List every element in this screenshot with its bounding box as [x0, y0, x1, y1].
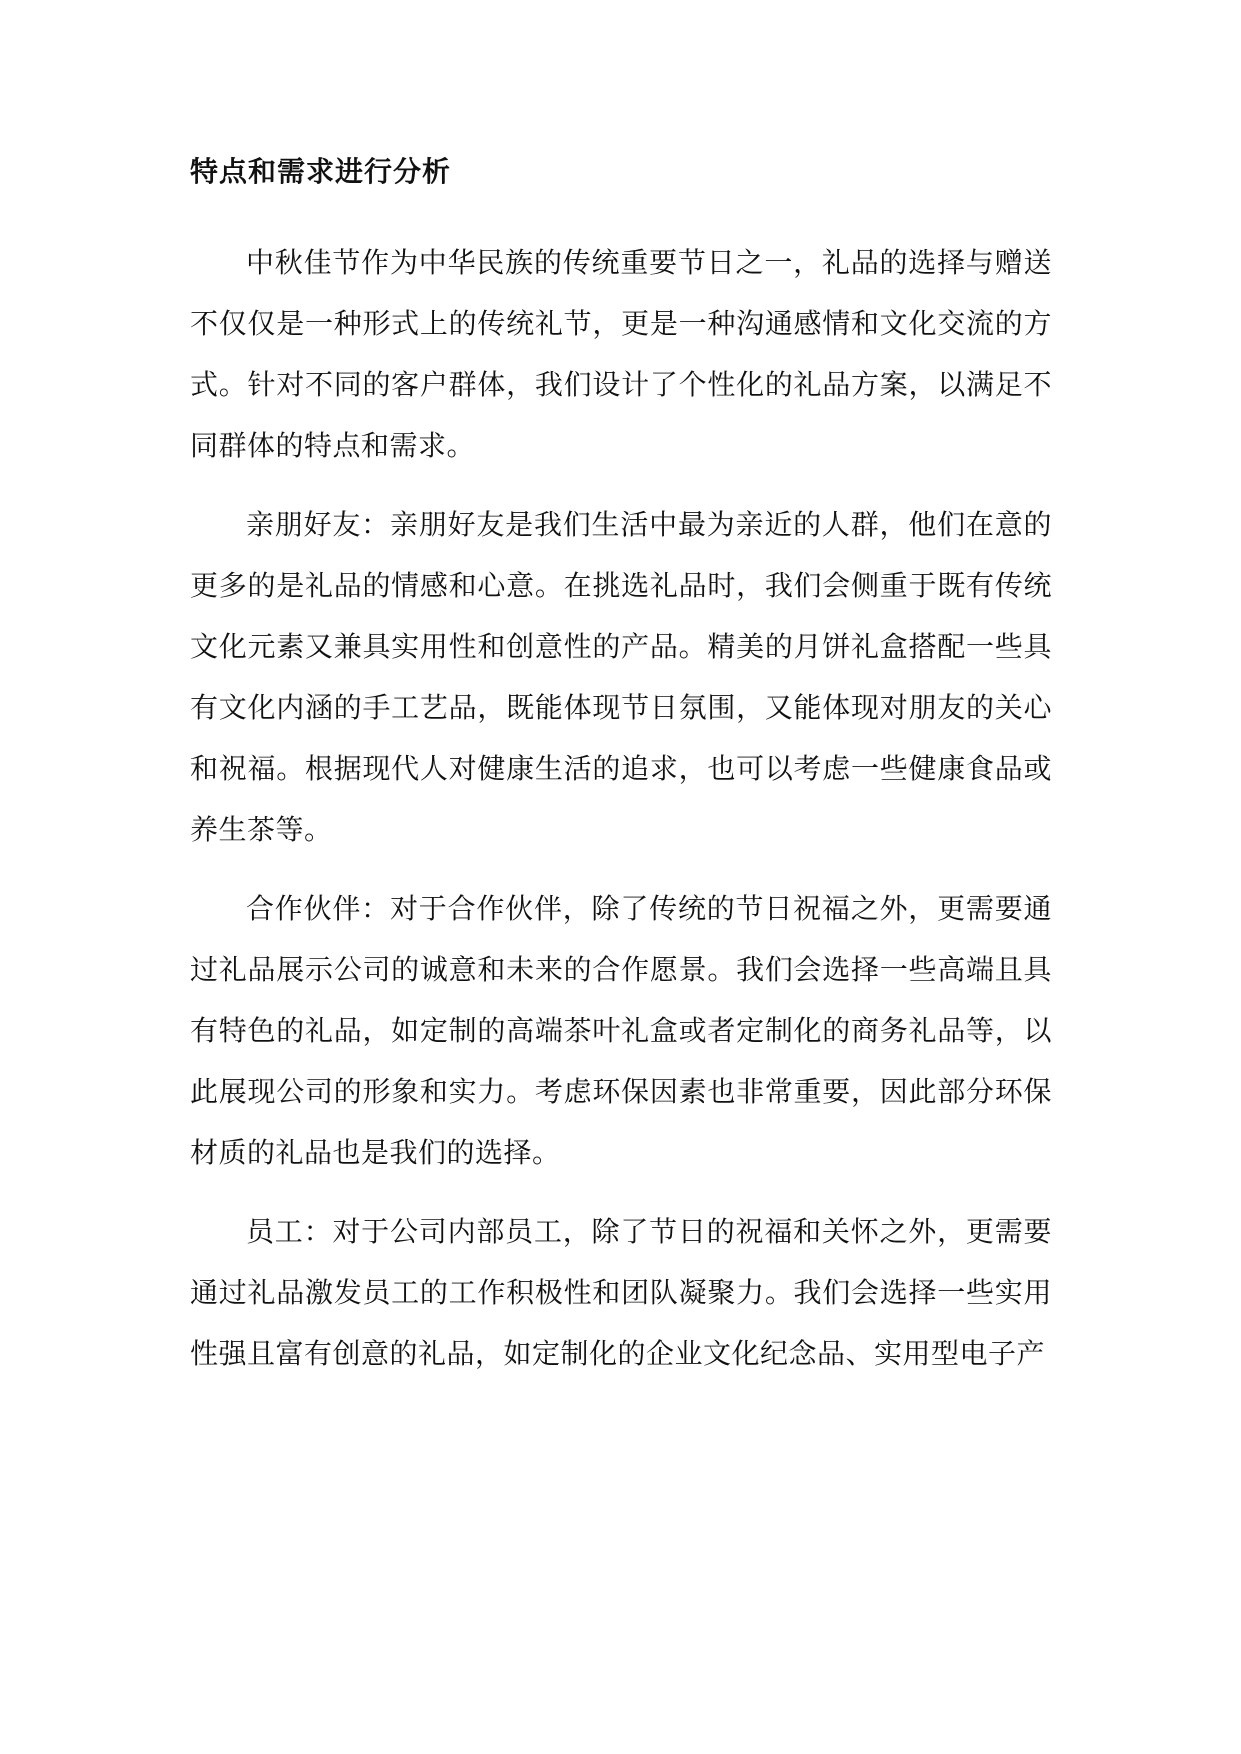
- paragraph-intro: 中秋佳节作为中华民族的传统重要节日之一，礼品的选择与赠送不仅仅是一种形式上的传统礼节，更是一种沟通感情和文化交流的方式。针对不同的客户群体，我们设计了个性化的礼品方案，以满足不同群体的特点和需求。: [190, 246, 1052, 462]
- paragraph-friends-family: 亲朋好友：亲朋好友是我们生活中最为亲近的人群，他们在意的更多的是礼品的情感和心意。在挑选礼品时，我们会侧重于既有传统文化元素又兼具实用性和创意性的产品。精美的月饼礼盒搭配一些具有文化内涵的手工艺品，既能体现节日氛围，又能体现对朋友的关心和祝福。根据现代人对健康生活的追求，也可以考虑一些健康食品或养生茶等。: [190, 508, 1052, 846]
- paragraph-partners: 合作伙伴：对于合作伙伴，除了传统的节日祝福之外，更需要通过礼品展示公司的诚意和未来的合作愿景。我们会选择一些高端且具有特色的礼品，如定制的高端茶叶礼盒或者定制化的商务礼品等，以此展现公司的形象和实力。考虑环保因素也非常重要，因此部分环保材质的礼品也是我们的选择。: [190, 892, 1052, 1169]
- document-body: [190, 142, 1052, 1402]
- paragraph-employees: 员工：对于公司内部员工，除了节日的祝福和关怀之外，更需要通过礼品激发员工的工作积极性和团队凝聚力。我们会选择一些实用性强且富有创意的礼品，如定制化的企业文化纪念品、实用型电子产: [190, 1215, 1052, 1370]
- section-heading: 特点和需求进行分析: [190, 155, 452, 188]
